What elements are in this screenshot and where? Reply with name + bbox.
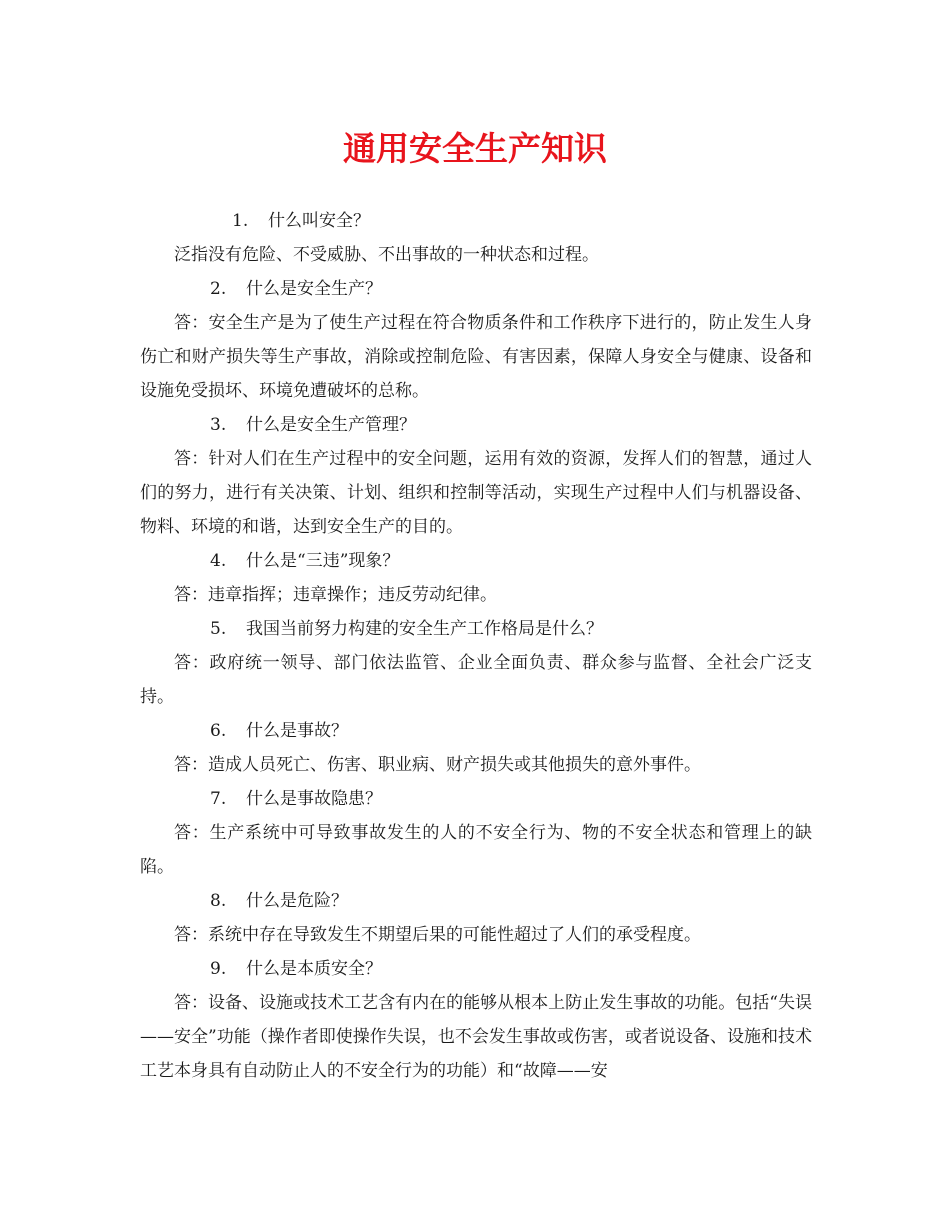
question-6 [140,714,812,748]
question-text: 什么是安全生产管理？ [246,415,416,435]
question-text: 什么叫安全？ [268,211,370,231]
answer-4: 答：违章指挥；违章操作；违反劳动纪律。 [174,585,497,605]
answer-6: 答：造成人员死亡、伤害、职业病、财产损失或其他损失的意外事件。 [174,755,701,775]
document-title: 通用安全生产知识 [343,129,607,168]
question-2 [140,272,812,306]
question-number: 7. [210,789,227,809]
question-text: 我国当前努力构建的安全生产工作格局是什么？ [246,619,603,639]
answer-9: 答：设备、设施或技术工艺含有内在的能够从根本上防止发生事故的功能。包括“失误——安全”功能（操作者即使操作失误，也不会发生事故或伤害，或者说设备、设施和技术工艺本身具有自动防止人的不安全行为的功能）和“故障——安 [140,993,812,1081]
answer-2: 答：安全生产是为了使生产过程在符合物质条件和工作秩序下进行的，防止发生人身伤亡和财产损失等生产事故，消除或控制危险、有害因素，保障人身安全与健康、设备和设施免受损坏、环境免遭破坏的总称。 [140,313,812,401]
answer-8: 答：系统中存在导致发生不期望后果的可能性超过了人们的承受程度。 [174,925,701,945]
question-number: 5. [210,619,227,639]
document-body [140,204,812,1088]
answer-7: 答：生产系统中可导致事故发生的人的不安全行为、物的不安全状态和管理上的缺陷。 [140,823,812,877]
question-number: 9. [210,959,227,979]
question-text: 什么是危险？ [246,891,348,911]
question-8 [140,884,812,918]
question-7 [140,782,812,816]
question-number: 2. [210,279,227,299]
question-number: 6. [210,721,227,741]
question-number: 3. [210,415,227,435]
question-3 [140,408,812,442]
question-text: 什么是安全生产？ [246,279,382,299]
question-text: 什么是事故？ [246,721,348,741]
answer-1: 泛指没有危险、不受威胁、不出事故的一种状态和过程。 [174,245,599,265]
answer-3: 答：针对人们在生产过程中的安全问题，运用有效的资源，发挥人们的智慧，通过人们的努力，进行有关决策、计划、组织和控制等活动，实现生产过程中人们与机器设备、物料、环境的和谐，达到安全生产的目的。 [140,449,812,537]
question-4 [140,544,812,578]
question-number: 8. [210,891,227,911]
question-text: 什么是“三违”现象？ [246,551,400,571]
question-text: 什么是事故隐患？ [246,789,382,809]
question-9 [140,952,812,986]
question-1 [140,204,812,238]
answer-5: 答：政府统一领导、部门依法监管、企业全面负责、群众参与监督、全社会广泛支持。 [140,653,812,707]
question-number: 4. [210,551,227,571]
question-number: 1. [232,211,249,231]
question-5 [140,612,812,646]
question-text: 什么是本质安全？ [246,959,382,979]
